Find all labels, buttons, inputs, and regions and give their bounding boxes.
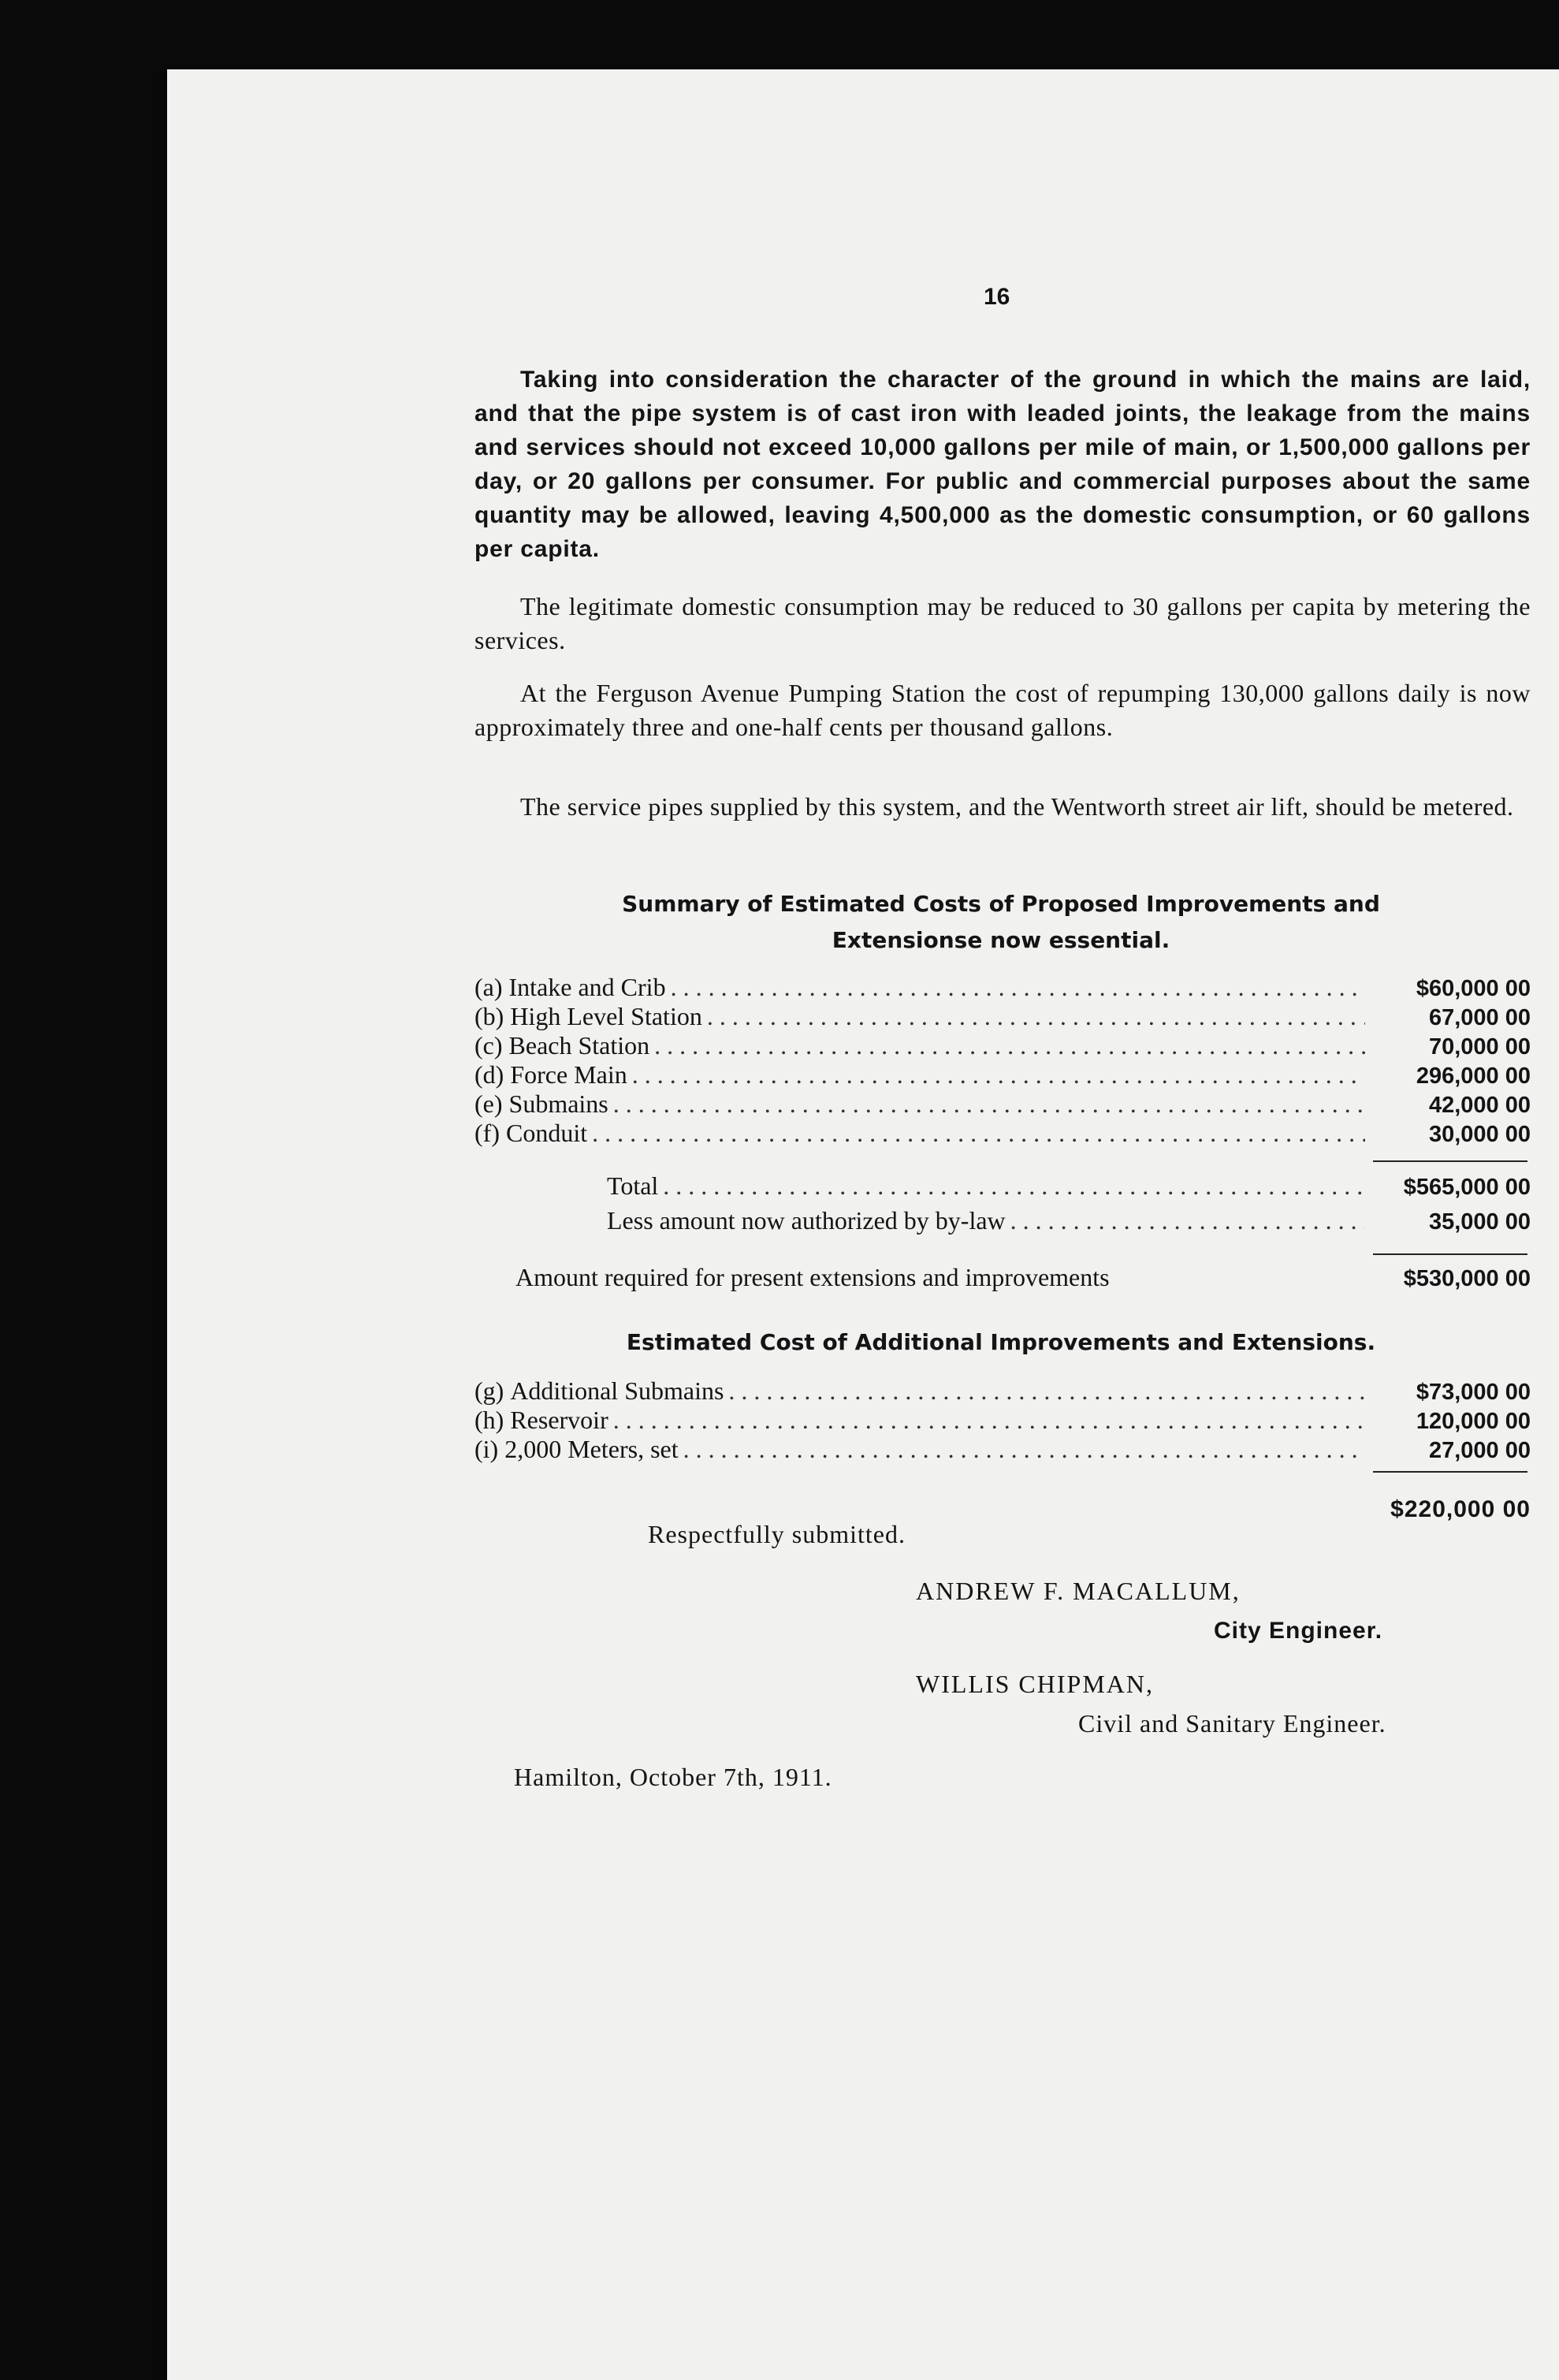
- summary-heading-line2: Extensionse now essential.: [832, 927, 1170, 953]
- closing-text: Respectfully submitted.: [648, 1520, 906, 1548]
- row-amount: 42,000 00: [1428, 1093, 1531, 1118]
- total-amount: $565,000 00: [1403, 1175, 1531, 1200]
- leader-dots: [702, 1002, 1365, 1031]
- leader-dots: [658, 1171, 1365, 1201]
- row-amount: 67,000 00: [1428, 1005, 1531, 1030]
- signatory-title: Civil and Sanitary Engineer.: [1078, 1709, 1386, 1738]
- row-key: (d): [474, 1060, 504, 1089]
- paragraph-pumping-station: At the Ferguson Avenue Pumping Station the cost of repumping 130,000 gallons daily is now approximately three and one-half cents per thousand gallons.: [474, 679, 1531, 741]
- row-label: 2,000 Meters, set: [504, 1435, 679, 1463]
- row-amount: $73,000 00: [1416, 1380, 1531, 1405]
- row-key: (g): [474, 1376, 504, 1405]
- less-label: Less amount now authorized by by-law: [607, 1206, 1006, 1235]
- required-row: [515, 1263, 1531, 1298]
- cost-row: [474, 1376, 1531, 1406]
- required-rule: [1373, 1253, 1527, 1255]
- row-amount: 296,000 00: [1416, 1063, 1531, 1089]
- paragraph-domestic-consumption: The legitimate domestic consumption may be reduced to 30 gallons per capita by metering the services.: [474, 592, 1531, 654]
- cost-row: [474, 1119, 1531, 1148]
- leader-dots: [608, 1406, 1365, 1435]
- row-key: (a): [474, 973, 503, 1001]
- summary-heading-line1: Summary of Estimated Costs of Proposed Improvements and: [622, 891, 1380, 917]
- cost-row: [474, 973, 1531, 1002]
- row-key: (i): [474, 1435, 499, 1463]
- row-label: Additional Submains: [510, 1376, 724, 1405]
- additional-table: [474, 1376, 1531, 1464]
- required-block: [515, 1263, 1531, 1298]
- cost-row: [474, 1089, 1531, 1119]
- signatory-name: WILLIS CHIPMAN,: [916, 1670, 1154, 1698]
- row-label: Beach Station: [508, 1031, 650, 1060]
- row-amount: $60,000 00: [1416, 976, 1531, 1001]
- row-amount: 27,000 00: [1428, 1438, 1531, 1463]
- summary-table: [474, 973, 1531, 1148]
- leader-dots: [649, 1031, 1365, 1060]
- total-label: Total: [607, 1171, 659, 1200]
- row-key: (b): [474, 1002, 504, 1030]
- row-label: High Level Station: [510, 1002, 702, 1030]
- row-amount: 120,000 00: [1416, 1409, 1531, 1434]
- paragraph-service-pipes: The service pipes supplied by this system, and the Wentworth street air lift, should be metered.: [520, 792, 1514, 821]
- cost-row: [474, 1406, 1531, 1435]
- leader-dots: [608, 1089, 1365, 1119]
- additional-heading: Estimated Cost of Additional Improvements and Extensions.: [626, 1329, 1376, 1355]
- leader-dots: [587, 1119, 1365, 1148]
- signatory-title: City Engineer.: [1214, 1618, 1383, 1644]
- paragraph-leakage: Taking into consideration the character of the ground in which the mains are laid, and that the pipe system is of cast iron with leaded joints, the leakage from the mains and services should not exceed 10,000 gallons per mile of main, or 1,500,000 gallons per day, or 20 gallons per consumer. For public and commercial purposes about the same quantity may be allowed, leaving 4,500,000 as the domestic consumption, or 60 gallons per capita.: [474, 367, 1531, 562]
- row-key: (h): [474, 1406, 504, 1434]
- additional-total: $220,000 00: [1390, 1496, 1531, 1522]
- place-date: Hamilton, October 7th, 1911.: [514, 1763, 832, 1791]
- required-amount: $530,000 00: [1403, 1266, 1531, 1291]
- total-row: [607, 1171, 1531, 1206]
- less-row: [607, 1206, 1531, 1241]
- cost-row: [474, 1060, 1531, 1089]
- row-key: (f): [474, 1119, 500, 1147]
- additional-rule: [1373, 1471, 1527, 1473]
- leader-dots: [666, 973, 1365, 1002]
- subtotal-rule: [1373, 1160, 1527, 1162]
- less-amount: 35,000 00: [1428, 1209, 1531, 1235]
- row-amount: 30,000 00: [1428, 1122, 1531, 1147]
- row-label: Reservoir: [510, 1406, 608, 1434]
- row-key: (e): [474, 1089, 503, 1118]
- cost-row: [474, 1002, 1531, 1031]
- signatory-name: ANDREW F. MACALLUM,: [916, 1577, 1241, 1605]
- leader-dots: [724, 1376, 1365, 1406]
- leader-dots: [1006, 1206, 1365, 1235]
- cost-row: [474, 1435, 1531, 1464]
- summary-heading: [504, 886, 1498, 959]
- row-label: Intake and Crib: [508, 973, 666, 1001]
- required-label: Amount required for present extensions and improvements: [515, 1263, 1110, 1291]
- row-label: Conduit: [505, 1119, 588, 1147]
- total-block: [607, 1171, 1531, 1241]
- row-label: Submains: [508, 1089, 608, 1118]
- row-amount: 70,000 00: [1428, 1034, 1531, 1060]
- leader-dots: [627, 1060, 1365, 1089]
- cost-row: [474, 1031, 1531, 1060]
- row-key: (c): [474, 1031, 503, 1060]
- row-label: Force Main: [510, 1060, 627, 1089]
- leader-dots: [679, 1435, 1365, 1464]
- page-number: 16: [984, 284, 1010, 310]
